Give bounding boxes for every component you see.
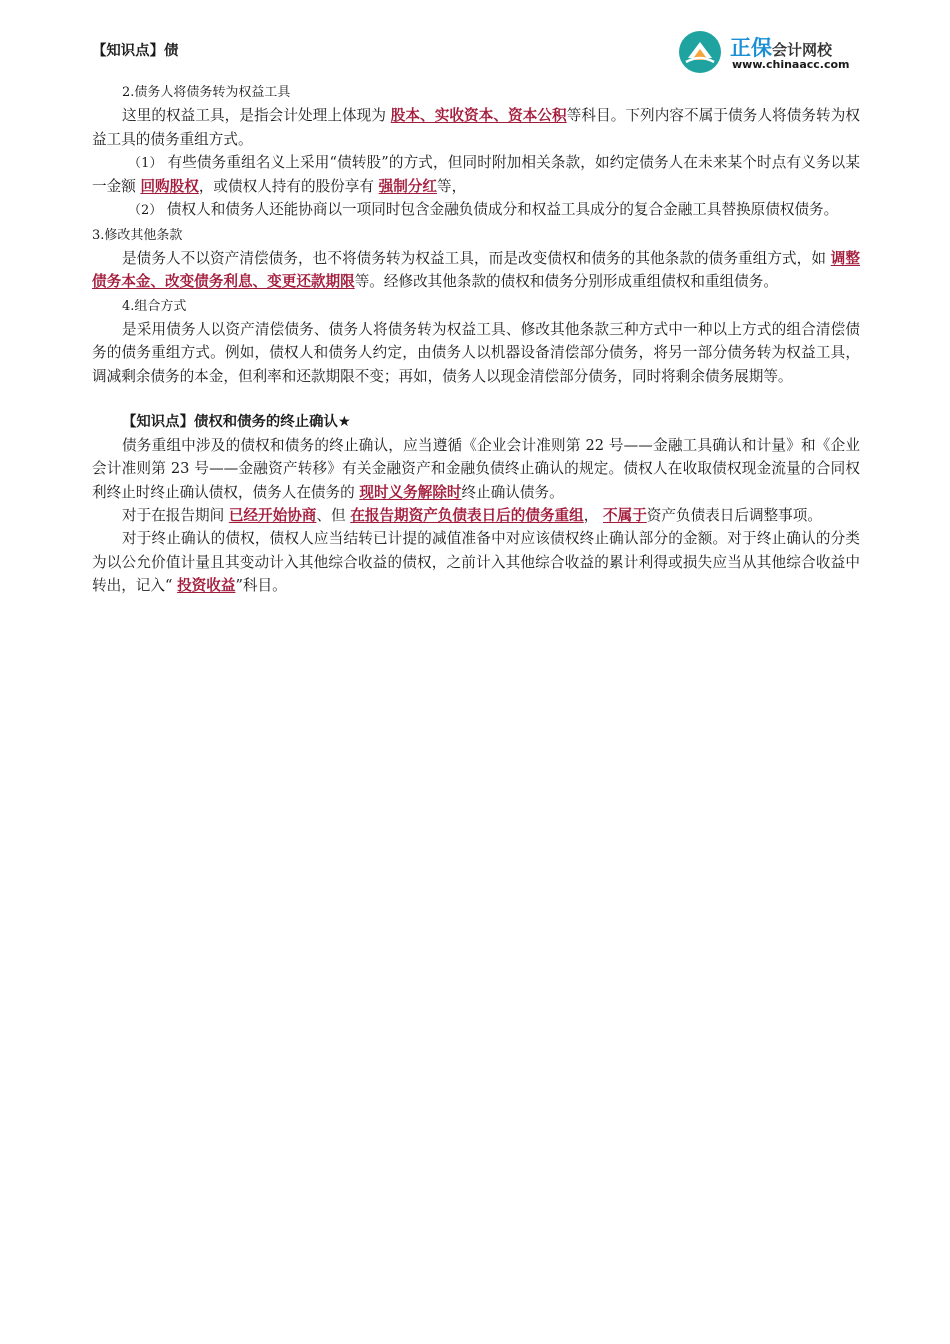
- highlight-buyback: 回购股权: [140, 178, 199, 196]
- cut-off-heading-text: 【知识点】债: [92, 43, 179, 59]
- section2-item1: （1） 有些债务重组名义上采用“债转股”的方式，但同时附加相关条款，如约定债务人在未来某个时点有义务以某一金额 回购股权，或债权人持有的股份享有 强制分红等，: [92, 153, 860, 196]
- highlight-negotiation-started: 已经开始协商: [228, 507, 317, 525]
- section2-heading: 2.债务人将债务转为权益工具: [122, 85, 291, 100]
- logo-name-big: 正保: [730, 36, 772, 60]
- logo-url: www.chinaacc.com: [732, 58, 850, 71]
- knowledge-paragraph1: 债务重组中涉及的债权和债务的终止确认，应当遵循《企业会计准则第 22 号——金融工具确认和计量》和《企业会计准则第 23 号——金融资产转移》有关金融资产和金融负债终止确认的规定。债权人在收取债权现金流量的合同权利终止时终止确认债权，债务人在债务的 现时义务解除时终止确认债务。: [92, 437, 860, 501]
- highlight-dividend: 强制分红: [378, 178, 437, 196]
- cut-off-heading: [92, 43, 202, 62]
- book-logo-icon: [678, 30, 722, 74]
- section3-heading: 3.修改其他条款: [92, 227, 183, 243]
- logo-name-small: 会计网校: [772, 41, 833, 59]
- knowledge-paragraph3: 对于终止确认的债权，债权人应当结转已计提的减值准备中对应该债权终止确认部分的金额。对于终止确认的分类为以公允价值计量且其变动计入其他综合收益的债权，之前计入其他综合收益的累计利得或损失应当从其他综合收益中转出，记入“ 投资收益”科目。: [92, 530, 860, 594]
- highlight-after-balance-date: 在报告期资产负债表日后的债务重组: [350, 507, 584, 525]
- section2-item2: （2） 债权人和债务人还能协商以一项同时包含金融负债成分和权益工具成分的复合金融工具替换原债权债务。: [128, 201, 839, 219]
- section4-heading: 4.组合方式: [122, 298, 187, 314]
- knowledge-title: 【知识点】债权和债务的终止确认★: [122, 413, 351, 430]
- highlight-equity-items: 股本、实收资本、资本公积: [390, 107, 567, 125]
- highlight-not-belong: 不属于: [603, 507, 647, 525]
- knowledge-paragraph2: 对于在报告期间 已经开始协商、但 在报告期资产负债表日后的债务重组， 不属于资产负债表日后调整事项。: [122, 507, 822, 525]
- section3-paragraph: 是债务人不以资产清偿债务，也不将债务转为权益工具，而是改变债权和债务的其他条款的债务重组方式，如 调整债务本金、改变债务利息、变更还款期限等。经修改其他条款的债权和债务分别形成重组债权和重组债务。: [92, 250, 860, 291]
- section2-paragraph: 这里的权益工具，是指会计处理上体现为 股本、实收资本、资本公积等科目。下列内容不属于债务人将债务转为权益工具的债务重组方式。: [92, 107, 860, 148]
- document-body: [92, 80, 860, 597]
- section4-paragraph: 是采用债务人以资产清偿债务、债务人将债务转为权益工具、修改其他条款三种方式中一种以上方式的组合清偿债务的债务重组方式。例如，债权人和债务人约定，由债务人以机器设备清偿部分债务，将另一部分债务转为权益工具，调减剩余债务的本金，但利率和还款期限不变；再如，债务人以现金清偿部分债务，同时将剩余债务展期等。: [92, 320, 860, 385]
- highlight-obligation-discharged: 现时义务解除时: [359, 483, 462, 501]
- highlight-investment-income: 投资收益: [177, 576, 236, 594]
- chinaacc-logo: [678, 28, 868, 76]
- highlight-modify-terms: 调整债务本金、改变债务利息、变更还款期限: [92, 250, 860, 291]
